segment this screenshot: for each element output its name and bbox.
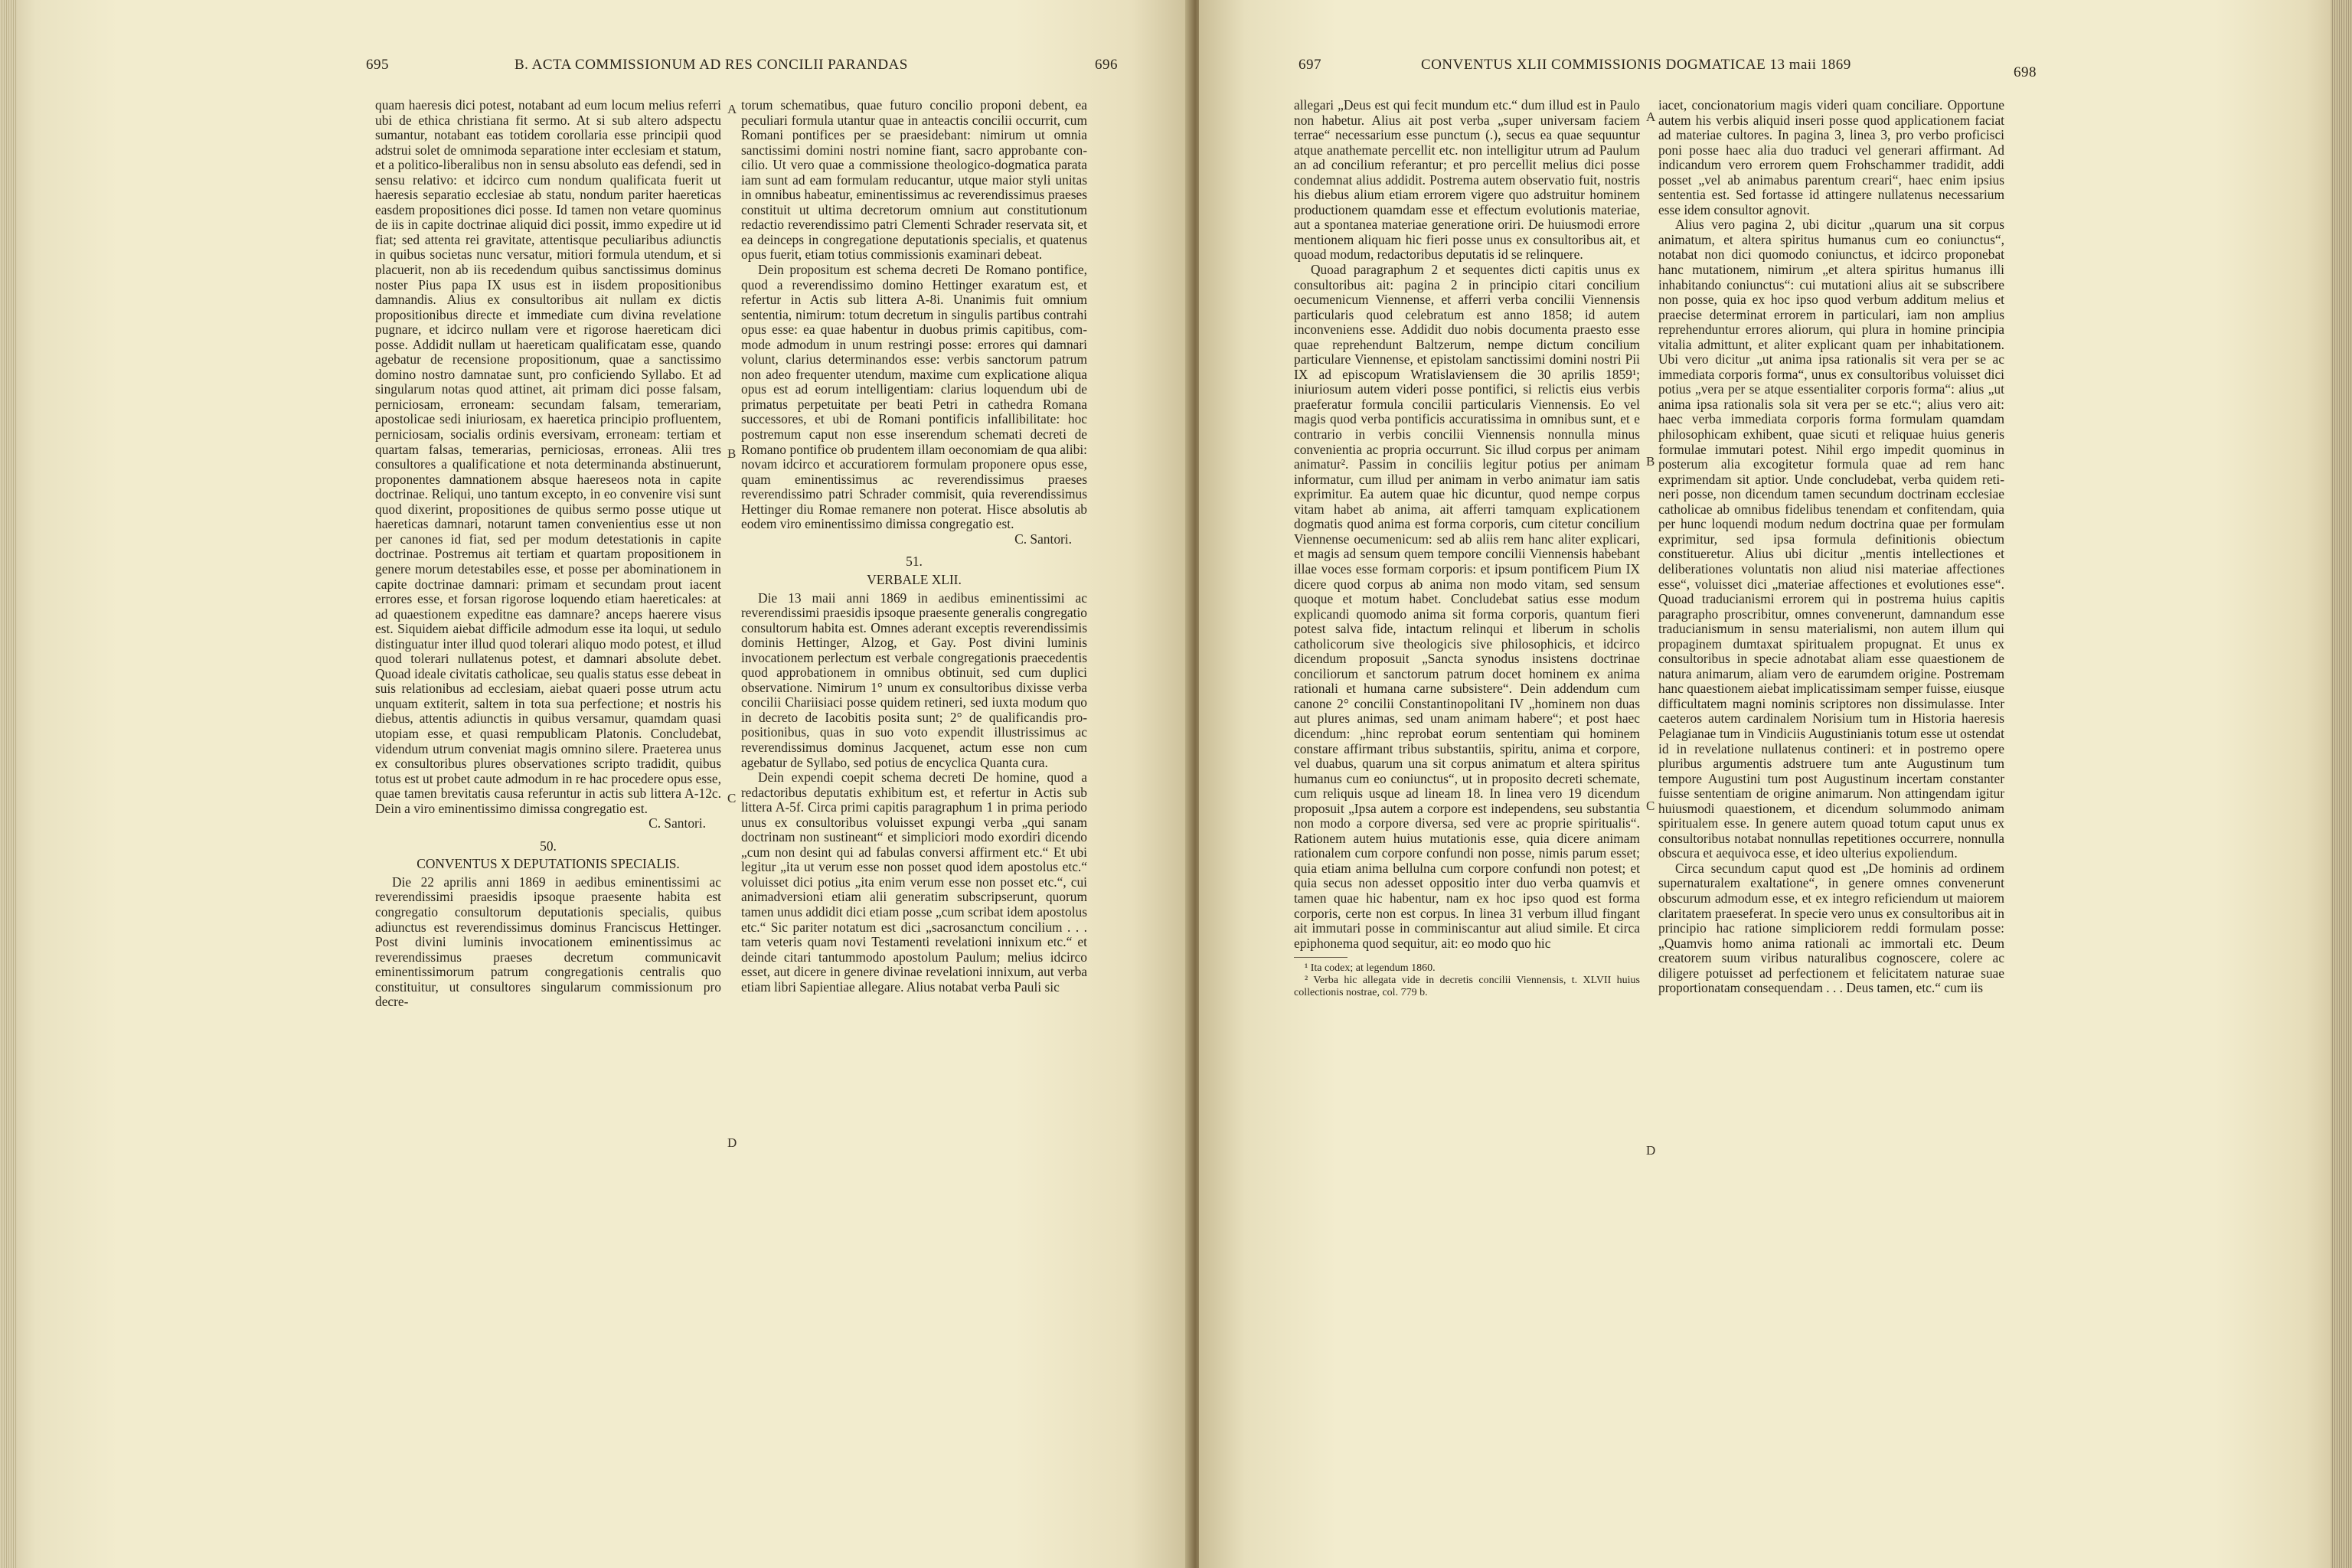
- paragraph: iacet, concionatorium magis videri quam conciliare. Opportune autem his verbis aliquid inseri posse quod applicationem faciat ad materiae cultores. In pagina 3, linea 3, pro verbo proficisci poni posse haec alia duo traduci vel generari affirmant. Ad indicandum vero errorem quem Frohschammer tradidit, addi posset „vel ab animabus parentum creari“, haec enim ipsius sententia est. Sed fortasse id attingere nullatenus necessarium esse idem consultor agnovit.: [1658, 98, 2004, 217]
- right-page-column-2: [1658, 98, 2004, 1537]
- page-number-698: 698: [2014, 64, 2037, 80]
- right-page-column-1: [1294, 98, 1640, 1537]
- footnote: ² Verba hic allegata vide in decretis concilii Viennensis, t. XLVII huius collectionis nostrae, col. 779 b.: [1294, 975, 1640, 999]
- margin-letter-c: C: [727, 791, 737, 805]
- section-number: 50.: [540, 838, 557, 854]
- page-number-697: 697: [1298, 57, 1321, 73]
- section-heading: VERBALE XLII.: [867, 571, 962, 587]
- left-page-header: [0, 57, 1191, 80]
- paragraph: Alius vero pagina 2, ubi dicitur „quarum una sit corpus animatum, et altera spiritus humanus cum eo coniunctus“, notabat non dici quomodo coniunctus, et idcirco proponebat hanc mutationem, nimirum „et altera spiritus humanus illi inhabitando coniunctus“: cui mutationi alius ait se subscribere non posse, quia ex hoc ipso quod verbum additum melius et praecise determinat errorem in particulari, iam non amplius reprehenduntur errores aliorum, qui plura in homine principia vitalia admittunt, et aliter explicant quam per inhabitationem. Ubi vero dicitur „ut anima ipsa rationalis sit vera per se ac immediata corporis forma“, unus ex consultoribus voluisset dici potius „vera per se atque essentialiter corporis forma“: alius „ut anima ipsa rationalis sola sit vera per se etc.“; alius vero ait: haec verba immediata corporis forma formulam quamdam philosophicam exhibent, quae sicuti et reliquae huius generis formulae immutari potest. Nihil ergo impedit quominus in posterum alia excogitetur formula quae ad rem hanc exprimendam sit aptior. Unde concludebat, verba quidem retineri posse, non dicendum tamen secundum doctrinam ecclesiae catholicae ab omnibus fidelibus tenendam et confitendam, quia per hunc loquendi modum nedum doctrina quae per formulam exprimitur, sed ipsa formula definitionis obiectum constitueretur. Alius ubi dicitur „mentis intellectiones et deliberationes voluntatis non aliud nisi materiae affectiones esse“, voluisset dici „materiae affectiones et evolutiones esse“. Quoad traducianismi errorem qui in postrema huius capitis paragrapho proscribitur, omnes convenerunt, damnandum esse traducianismum in sensu materialismi, non autem illum qui propaginem dumtaxat spiritualem propugnat. Et unus ex consultoribus in specie adnotabat aliam esse quaestionem de natura animarum, aliam vero de earumdem origine. Postremam hanc quaestionem aiebat implicatissimam semper fuisse, eiusque difficultatem magni nominis scriptores non dissimulasse. Inter caeteros autem cardinalem Norisium tum in Historia haeresis Pelagianae tum in Vindiciis Augustinianis totum esse ut ostendat id in revelatione nullatenus contineri: et in postremo opere pluribus argumentis adstruere tum ante Augustinum tum tempore Augustini tum post Augustinum incertam constanter fuisse sententiam de origine animarum. Non attingendam igitur huiusmodi quaestionem, et dicendum solummodo animam spiritualem esse. In genere autem quoad totum caput unus ex consultoribus notabat nonnullas repetitiones occurrere, nonnulla obscura et aequivoca esse, et ideo ulterius expoliendum.: [1658, 217, 2004, 861]
- left-page-column-2: [741, 98, 1087, 1537]
- running-title-left: B. ACTA COMMISSIONUM AD RES CONCILII PARANDAS: [514, 57, 908, 73]
- margin-letter-a: A: [1646, 109, 1656, 124]
- running-title-right: CONVENTUS XLII COMMISSIONIS DOGMATICAE 13 maii 1869: [1421, 57, 1851, 73]
- left-page-column-1: [375, 98, 721, 1537]
- margin-letter-a: A: [727, 102, 737, 116]
- margin-letter-c: C: [1646, 799, 1655, 813]
- footnote-rule: [1294, 957, 1348, 958]
- margin-letter-b: B: [727, 446, 737, 461]
- paragraph: Circa secundum caput quod est „De hominis ad ordinem supernaturalem exaltatione“, in genere omnes convenerunt obscurum admodum esse, et ex integro reficiendum ut maiorem claritatem praeseferat. In specie vero unus ex consultoribus ait in principio hac ratione simpliciorem reddi formulam posse: „Quamvis homo anima rationali ac immortali etc. Deum creatorem suum viribus naturalibus cognoscere, colere ac diligere potuisset ad perfectionem et felicitatem naturae suae proportionatam consequendam . . . Deus tamen, etc.“ cum iis: [1658, 860, 2004, 996]
- section-heading: CONVENTUS X DEPUTATIONIS SPECIALIS.: [416, 856, 680, 872]
- page-number-695: 695: [366, 57, 389, 73]
- paragraph: Dein expendi coepit schema decreti De homine, quod a redactoribus deputatis exhibitum est, et refertur in Actis sub littera A-5f. Circa primi capitis paragraphum 1 in prima periodo unus ex consultoribus voluisset expungi verba „qui sanam doctrinam non sustineant“ et simpliciori modo exordiri dicendo „cum non desint qui ad fabulas conversi affirment etc.“ Et ubi legitur „ita ut verum esse non posset quod idem apostolus etc.“ voluisset dici potius „ita enim verum esse non posset etc.“, cui animadversioni etiam alii generatim subscripserunt, quorum tamen unus addidit dici etiam posse „cum scribat idem apostolus etc.“ Sic pariter notatum est dici „sacrosanctum concilium . . . tam veteris quam novi Testamenti revelationi innixum etc.“ et deinde citari tantummodo apostolum Paulum; melius idcirco esset, aut dicere in genere divinae revelationi innixum, aut verba etiam libri Sapientiae allegare. Alius notabat verba Pauli sic: [741, 769, 1087, 995]
- left-page-edge: [0, 0, 17, 1568]
- margin-letter-b: B: [1646, 454, 1655, 469]
- margin-letter-d: D: [1646, 1143, 1656, 1158]
- paragraph: allegari „Deus est qui fecit mundum etc.“ dum illud est in Paulo non habetur. Alius ait post verba „super universam faciem terrae“ necessarium esse punctum (.), secus ea quae sequuntur atque anathemate percellit etc. non intelligitur utrum ad Paulum an ad concilium referantur; et pro percellit melius dici posse condemnat alius addidit. Postrema autem observatio fuit, nostris his diebus alium etiam errorem vigere quo adstruitur hominem productionem quamdam esse et effectum evolutionis materiae, aut a spontanea materiae generatione oriri. De huiusmodi errore mentionem aliquam hic fieri posse unus ex consultoribus ait, et quoad modum, redactoribus deputatis id se relinquere.: [1294, 98, 1640, 263]
- paragraph: torum schematibus, quae futuro concilio proponi debent, ea peculiari formula utantur quae in anteactis concilii occurrit, cum Romani pontifices per se praesidebant: nimirum ut omnia sanctissimi domini nostri nomine fiant, sacro approbante concilio. Ut vero quae a commissione theologico-dogmatica parata iam sunt ad eam formulam reducantur, utque maior styli unitas in omnibus habeatur, eminentissimus ac reverendissimus praeses constituit ut ultima decretorum omnium aut constitutionum redactio reverendissimo patri Clementi Schrader reservata sit, et ea deinceps in congregatione deputationis specialis, et quatenus opus fuerit, etiam totius commissionis examinari debeat.: [741, 98, 1087, 263]
- signature: C. Santori.: [648, 815, 706, 831]
- paragraph: Die 13 maii anni 1869 in aedibus eminentissimi ac reverendissimi praesidis ipsoque praesente generalis congregatio consultorum habita est. Omnes aderant exceptis reverendissimis dominis Hettinger, Alzog, et Gay. Post divini luminis invocationem perlectum est verbale congregationis praecedentis quod approbationem in omnibus obtinuit, sed cum duplici observatione. Nimirum 1° unum ex consultoribus dixisse verba concilii Chariisiaci posse quidem retineri, sed iuxta modum quo in decreto de Iacobitis posita sunt; 2° de qualificandis propositionibus, quas in suo voto expendit illustrissimus ac reverendissimus dominus Jacquenet, actum esse non cum agebatur de Syllabo, sed potius de encyclica Quanta cura.: [741, 590, 1087, 770]
- right-page-edge: [2331, 0, 2352, 1568]
- paragraph: quam haeresis dici potest, notabant ad eum locum melius referri ubi de ethica christiana fit sermo. At si sub altero adspectu sumantur, notabant eas totidem corollaria esse principii quod adstrui solet de omnimoda separatione inter ecclesiam et statum, et a politico-liberalibus non in sensu absoluto eas defendi, sed in sensu relativo: et idcirco cum nondum qualificata fuerit ut haeresis separatio ecclesiae ab statu, nondum pariter haereticas easdem propositiones dici posse. Id tamen non vetare quominus de iis in capite doctrinae aliquid dici possit, immo expedire ut id fiat; sed attenta rei gravitate, attentisque peculiaribus adiunctis in quibus societas nunc versatur, mitiori formula utendum, et si placuerit, non ab iis recedendum quibus sanctissimus dominus noster Pius papa IX usus est in iisdem propositionibus damnandis. Alius ex consultoribus ait nullam ex dictis propositionibus directe et immediate cum divina revelatione pugnare, et idcirco nullam vere et rigorose haereticam dici posse. Addidit nullam ut haereticam qualificatam esse, quando agebatur de recensione propositionum, quae a sanctissimo domino nostro damnatae sunt, pro conficiendo Syllabo. Et ad singularum notas quod attinet, ait primam dici posse falsam, perniciosam, erroneam: secundam falsam, temerariam, apostolicae sedi iniuriosam, ex haeretica principio profluentem, perniciosam, socialis ordinis eversivam, erroneam: tertiam et quartam falsas, temerarias, perniciosas, erroneas. Alii tres consultores a qualificatione et nota determinanda abstinuerunt, proponentes damnationem absque haereseos nota in capite doctrinae. Reliqui, uno tantum excepto, in eo convenire visi sunt quod dixerint, propositiones de quibus sermo posse utique ut haereticas damnari, notarunt tamen convenientius esse ut non per canones id fiat, sed per modum detestationis in capite doctrinae. Postremus ait tertiam et quartam propositionem in genere morum detestabiles esse, et posse per abominationem in capite doctrinae damnari: primam et secundam prout iacent errores esse, et forsan rigorose loquendo etiam haereticales: at ad quaestionem expeditne eas damnare? anceps haerere visus est. Siquidem aiebat difficile admodum esse ita loqui, ut sedulo distinguatur inter illud quod tolerari aliquo modo potest, et illud quod tolerari nullatenus potest, et damnari absolute debet. Quoad ideale civitatis catholicae, seu qualis status esse debeat in suis relationibus ad ecclesiam, aiebat quaeri posse utrum actu unquam extiterit, saltem in tota sua perfectione; et nostris his diebus, attentis adiunctis in quibus versamur, quamdam quasi utopiam esse, et quasi rempublicam Platonis. Concludebat, videndum utrum conveniat magis omnino silere. Praeterea unus ex consultoribus plures observationes scripto tradidit, quibus totus est ut probet caute admodum in re hac procedere opus esse, quae tamen brevitatis causa referuntur in actis sub littera A-12c. Dein a viro eminentissimo dimissa congregatio est.: [375, 98, 721, 816]
- section-number: 51.: [906, 554, 923, 570]
- footnote: ¹ Ita codex; at legendum 1860.: [1305, 962, 1436, 975]
- paragraph: Quoad paragraphum 2 et sequentes dicti capitis unus ex consultoribus ait: pagina 2 in principio citari concilium oecumenicum Viennense, et afferri verba concilii Viennensis particularis quod celebratum est anno 1858; id autem inconveniens esse. Addidit duo nobis documenta praesto esse quae reprehendunt Baltzerum, nempe dictum concilium particulare Viennense, et epistolam sanctissimi domini nostri Pii IX ad episcopum Wratislaviensem die 30 aprilis 1859¹; iniuriosum autem videri posse pontifici, si relictis eius verbis praeferatur formula concilii particularis Viennensis. Eo vel magis quod verba pontificis accuratissima in omnibus sunt, et e contrario in verbis concilii Viennensis nonnulla minus convenientia ac propria occurrunt. Sic illud corpus per animam animatur². Passim in conciliis legitur potius per animam informatur, cum illud per animam in verbo animatur iam satis exprimitur. Ea autem quae hic dicuntur, quod nempe corpus vitam habet ab anima, ait afferri tamquam explicationem dogmatis quod anima est forma corporis, cum citetur concilium Viennense oecumenicum: sed ab aliis rem hanc aliter explicari, et magis ad sensum quem tempore concilii Viennensis habebant illae voces esse formam corporis: et ipsum pontificem Pium IX dicere quod corpus ab anima non modo vitam, sed sensum quoque et motum habet. Concludebat satius esse modum explicandi quomodo anima sit forma corporis, quantum fieri potest salva fide, intactum relinqui et liberum in scholis catholicorum sive theologicis sive philosophicis, et idcirco dicendum proposuit „Sancta synodus insistens doctrinae conciliorum et sanctorum patrum docet hominem ex anima rationali et humana carne subsistere“. Dein addendum cum canone 2° concilii Constantinopolitani IV „hominem non duas aut plures animas, sed unam animam habere“; et post haec dicendum: „hinc reprobat eorum sententiam qui hominem constare affirmant tribus substantiis, spiritu, anima et corpore, vel duabus, quarum una sit corpus animatum et altera spiritus humanus cum eo coniunctus“, ut in proposito decreti schemate, cum reliquis usque ad lineam 18. In linea vero 19 dicendum proposuit „Ipsa autem a corpore est independens, seu substantia non modo a corpore diversa, sed vere ac proprie spiritualis“. Rationem autem huius mutationis esse, quia dicere animam rationalem cum corpore confundi non posse, nimis parum esset; quia etiam anima bellulna cum corpore confundi non potest; et quia secus non adesset oppositio inter duo verba quamvis et tamen quae hic habentur, nam ex hoc ipso quod est forma corporis, certe non est corpus. In linea 31 verbum illud fingant ait immutari posse in comminiscantur aut aliud simile. Et circa epiphonema quod sequitur, ait: eo modo quo hic: [1294, 262, 1640, 951]
- margin-letter-d: D: [727, 1135, 737, 1150]
- paragraph: Die 22 aprilis anni 1869 in aedibus eminentissimi ac reverendissimi praesidis ipsoque praesente habita est congregatio consultorum deputationis specialis, quibus adiunctus est reverendissimus dominus Franciscus Hettinger. Post divini luminis invocationem eminentissimus ac reverendissimus praeses decretum communicavit eminentissimorum patrum congregationis centralis quo constituitur, ut consultores singularum commissionum pro decre-: [375, 874, 721, 1010]
- signature: C. Santori.: [1014, 531, 1072, 547]
- right-page: [1199, 0, 2352, 1568]
- right-page-header: [1199, 57, 2352, 80]
- page-number-696: 696: [1095, 57, 1118, 73]
- paragraph: Dein propositum est schema decreti De Romano pontifice, quod a reverendissimo domino Hettinger exaratum est, et refertur in Actis sub littera A-8i. Unanimis fuit omnium sententia, nimirum: totum decretum in singulis partibus contrahi opus esse: ea quae habentur in duobus primis capitibus, commode admodum in unum restringi posse: errores qui damnari volunt, clarius determinandos esse: verbis sanctorum patrum non adeo frequenter utendum, maxime cum explicatione aliqua opus est ad eorum intelligentiam: clarius loquendum ubi de primatus perpetuitate per beati Petri in cathedra Romana successores, et ubi de Romani pontificis infallibilitate: hoc postremum caput non esse inserendum schemati decreti de Romano pontifice ob prudentem illam oeconomiam de qua alibi: novam idcirco et accuratiorem formulam proponere opus esse, quam eminentissimus ac reverendissimus praeses reverendissimo patri Schrader commisit, quia reverendissimus Hettinger diu Romae remanere non poterat. Hisce absolutis ab eodem viro eminentissimo dimissa congregatio est.: [741, 262, 1087, 532]
